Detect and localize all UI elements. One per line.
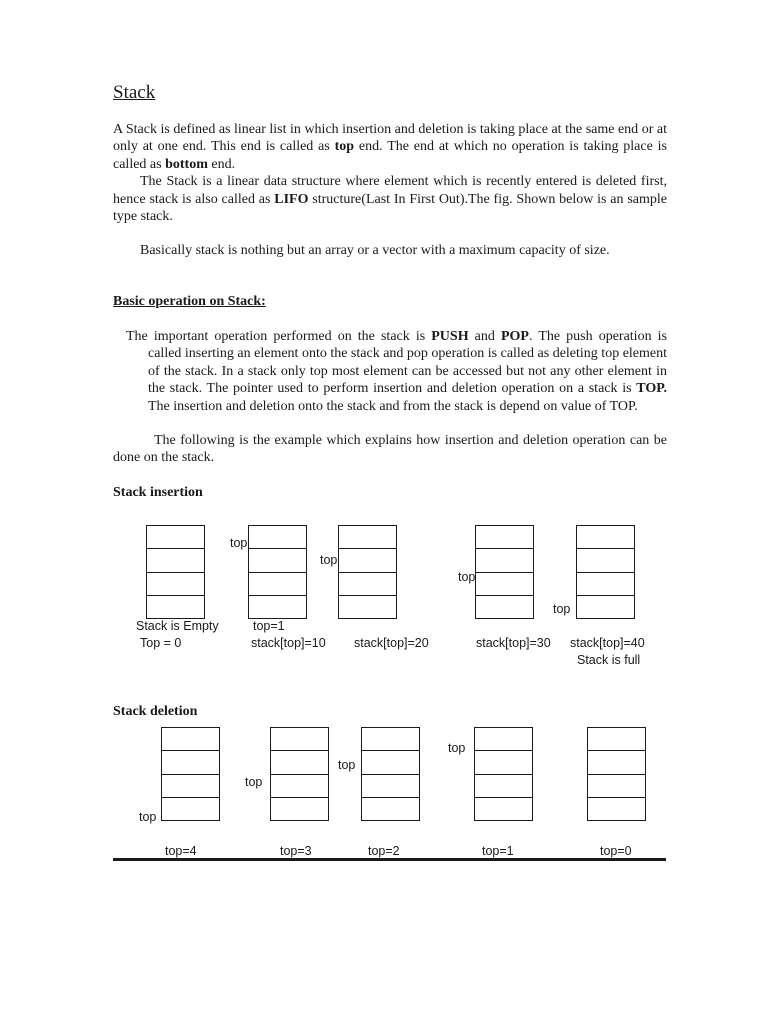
top-pointer-label: top [320,553,338,567]
deletion-caption: top=4 [165,844,197,858]
deletion-stack-3 [361,727,420,821]
insertion-stack-3 [338,525,397,619]
intro-p3: Basically stack is nothing but an array or a vector with a maximum capacity of size. [140,243,610,258]
insertion-caption: Top = 0 [140,636,182,650]
stack-insertion-heading: Stack insertion [113,485,203,500]
top-pointer-label: top [245,775,263,789]
deletion-caption: top=3 [280,844,312,858]
intro-p2: The Stack is a linear data structure where element which is recently entered is deleted first, hence stack is also called as LIFO structure(Last In First Out).The fig. Shown below is an sample type stack. [113,174,667,225]
top-pointer-label: top [448,741,466,755]
top-pointer-label: top [553,602,571,616]
deletion-caption: top=0 [600,844,632,858]
insertion-caption: stack[top]=40 [570,636,645,650]
top-pointer-label: top [458,570,475,584]
insertion-caption: top=1 [253,619,285,633]
section-divider [113,858,666,861]
insertion-stack-2 [248,525,307,619]
stack-deletion-heading: Stack deletion [113,704,198,719]
insertion-caption: stack[top]=20 [354,636,429,650]
insertion-caption: Stack is Empty [136,619,219,633]
intro-p1: A Stack is defined as linear list in which insertion and deletion is taking place at the same end or at only at one end. This end is called as top end. The end at which no operation is taking place is called as bottom end. [113,122,667,172]
basic-operation-heading: Basic operation on Stack: [113,294,266,309]
deletion-stack-2 [270,727,329,821]
top-pointer-label: top [139,810,157,824]
insertion-caption: stack[top]=10 [251,636,326,650]
insertion-stack-5 [576,525,635,619]
intro-paragraph [113,121,667,225]
deletion-stack-1 [161,727,220,821]
top-pointer-label: top [338,758,356,772]
basic-operation-paragraph: The important operation performed on the stack is PUSH and POP. The push operation is called inserting an element onto the stack and pop operation is called as deleting top element of the stack. In a stack only top most element can be accessed but not any other element in the stack. The pointer used to perform insertion and deletion operation on a stack is TOP. The insertion and deletion onto the stack and from the stack is depend on value of TOP. [126,329,667,414]
insertion-stack-4 [475,525,534,619]
deletion-stack-4 [474,727,533,821]
insertion-stack-1 [146,525,205,619]
deletion-stack-5 [587,727,646,821]
top-pointer-label: top [230,536,248,550]
basic-operation-p2: The following is the example which explains how insertion and deletion operation can be done on the stack. [113,433,667,466]
deletion-caption: top=1 [482,844,514,858]
insertion-caption: Stack is full [577,653,641,667]
page-title: Stack [113,82,156,103]
deletion-caption: top=2 [368,844,400,858]
insertion-caption: stack[top]=30 [476,636,551,650]
